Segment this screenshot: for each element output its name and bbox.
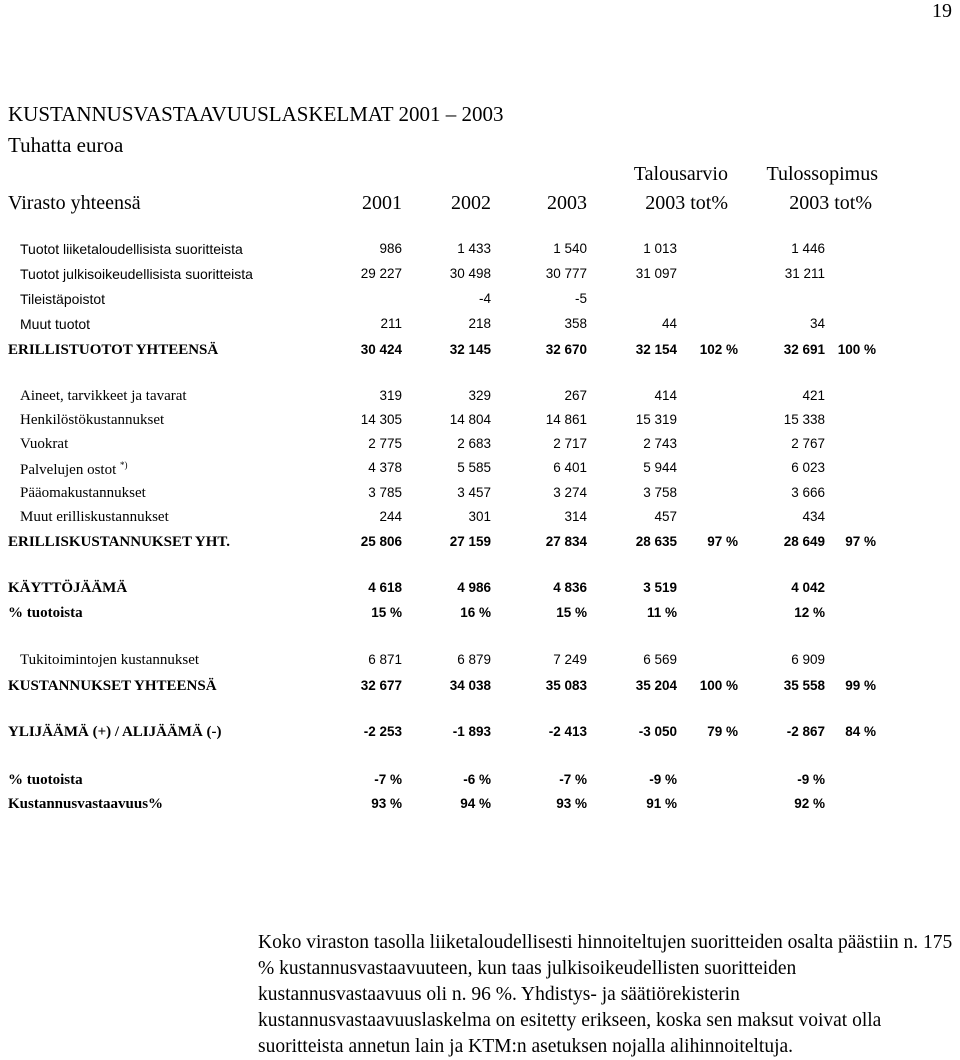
cell-2003: 15 %	[556, 605, 587, 620]
cell-2001: 32 677	[360, 678, 402, 693]
row-label: Tileistäpoistot	[20, 291, 106, 307]
cell-contract: 35 558	[783, 678, 825, 693]
row-label: Pääomakustannukset	[20, 485, 146, 501]
cell-contract: 12 %	[794, 605, 825, 620]
header-contract-top: Tulossopimus	[766, 163, 878, 185]
cell-2003: 2 717	[553, 436, 587, 451]
row-label: % tuotoista	[8, 605, 83, 621]
cell-budget: 15 319	[635, 412, 677, 427]
cell-2001: -2 253	[363, 724, 402, 739]
cell-contract: -2 867	[786, 724, 825, 739]
cell-2003: 6 401	[553, 460, 587, 475]
row-label: % tuotoista	[8, 772, 83, 788]
cell-contract-pct: 99 %	[845, 678, 876, 693]
cell-contract: 15 338	[783, 412, 825, 427]
cell-budget: 3 758	[643, 485, 677, 500]
cell-2002: -6 %	[463, 772, 491, 787]
cell-budget: -3 050	[638, 724, 677, 739]
cell-budget: 44	[661, 316, 677, 331]
table-row	[0, 241, 960, 263]
cell-2003: 314	[564, 509, 587, 524]
row-label: Muut erilliskustannukset	[20, 509, 169, 525]
cell-contract: 34	[809, 316, 825, 331]
cell-2001: 14 305	[360, 412, 402, 427]
row-label: Muut tuotot	[20, 316, 91, 332]
cell-2001: -7 %	[374, 772, 402, 787]
cell-2003: 7 249	[553, 652, 587, 667]
cell-contract-pct: 100 %	[837, 342, 876, 357]
cell-budget: 31 097	[635, 266, 677, 281]
cell-2003: 30 777	[545, 266, 587, 281]
cell-2001: 6 871	[368, 652, 402, 667]
table-row-total	[0, 605, 960, 627]
table-row-total	[0, 796, 960, 818]
cell-2003: 35 083	[545, 678, 587, 693]
cell-contract: 28 649	[783, 534, 825, 549]
cell-2001: 3 785	[368, 485, 402, 500]
row-label: KÄYTTÖJÄÄMÄ	[8, 580, 128, 596]
cell-2001: 4 378	[368, 460, 402, 475]
cell-2002: 1 433	[457, 241, 491, 256]
cell-2003: 3 274	[553, 485, 587, 500]
cell-2003: 4 836	[553, 580, 587, 595]
cell-2003: 93 %	[556, 796, 587, 811]
table-row	[0, 266, 960, 288]
row-label: YLIJÄÄMÄ (+) / ALIJÄÄMÄ (-)	[8, 724, 222, 740]
row-label: Vuokrat	[20, 436, 69, 452]
cell-budget: 3 519	[643, 580, 677, 595]
cell-budget-pct: 102 %	[699, 342, 738, 357]
cell-2002: -1 893	[452, 724, 491, 739]
cell-2001: 30 424	[360, 342, 402, 357]
row-label: Henkilöstökustannukset	[20, 412, 165, 428]
page-number: 19	[932, 0, 952, 22]
cell-contract: 4 042	[791, 580, 825, 595]
cell-budget: 2 743	[643, 436, 677, 451]
cell-2002: 16 %	[460, 605, 491, 620]
page-title: KUSTANNUSVASTAAVUUSLASKELMAT 2001 – 2003	[8, 102, 504, 126]
cell-contract: 32 691	[783, 342, 825, 357]
cell-2003: 267	[564, 388, 587, 403]
cell-2002: 301	[468, 509, 491, 524]
table-row	[0, 412, 960, 434]
row-label: Kustannusvastaavuus%	[8, 796, 164, 812]
cell-2002: 32 145	[449, 342, 491, 357]
header-2003: 2003	[547, 192, 587, 214]
cell-contract: 92 %	[794, 796, 825, 811]
cell-2001: 244	[379, 509, 402, 524]
cell-2002: 2 683	[457, 436, 491, 451]
cell-budget: -9 %	[649, 772, 677, 787]
cell-2003: 1 540	[553, 241, 587, 256]
page-subtitle: Tuhatta euroa	[8, 133, 124, 157]
cell-2002: 27 159	[449, 534, 491, 549]
table-row-total	[0, 534, 960, 556]
cell-2003: 358	[564, 316, 587, 331]
cell-budget-pct: 79 %	[707, 724, 738, 739]
cell-2003: -2 413	[548, 724, 587, 739]
cell-2003: -5	[574, 291, 587, 306]
cell-2002: 5 585	[457, 460, 491, 475]
table-row	[0, 291, 960, 313]
cell-contract: -9 %	[797, 772, 825, 787]
table-row	[0, 485, 960, 507]
row-label: ERILLISTUOTOT YHTEENSÄ	[8, 342, 219, 358]
cell-2001: 319	[379, 388, 402, 403]
footnote-marker: *)	[120, 460, 128, 470]
cell-2002: 14 804	[449, 412, 491, 427]
cell-contract: 3 666	[791, 485, 825, 500]
cell-budget: 91 %	[646, 796, 677, 811]
explanatory-note: Koko viraston tasolla liiketaloudellisesti hinnoiteltujen suoritteiden osalta päästiin n. 175 % kustannusvastaavuuteen, kun taas julkisoikeudellisten suoritteiden kustannusvastaavuus oli n. 96 %. Yhdistys- ja säätiörekisterin kustannusvastaavuuslaskelma on esitetty erikseen, koska sen maksut voivat olla suoritteista annetun lain ja KTM:n asetuksen nojalla alihinnoiteltuja.	[258, 932, 953, 1057]
cell-budget: 1 013	[643, 241, 677, 256]
cell-budget: 28 635	[635, 534, 677, 549]
cell-2002: 30 498	[449, 266, 491, 281]
table-row-total	[0, 724, 960, 746]
cell-contract-pct: 97 %	[845, 534, 876, 549]
header-2002: 2002	[451, 192, 491, 214]
cell-2001: 2 775	[368, 436, 402, 451]
cell-2002: 94 %	[460, 796, 491, 811]
table-row	[0, 436, 960, 458]
table-row	[0, 509, 960, 531]
row-label: Tuotot julkisoikeudellisista suoritteista	[20, 266, 253, 282]
cell-2002: 218	[468, 316, 491, 331]
table-row-total	[0, 342, 960, 364]
cell-2001: 93 %	[371, 796, 402, 811]
cell-contract: 434	[802, 509, 825, 524]
header-2001: 2001	[362, 192, 402, 214]
table-row	[0, 316, 960, 338]
cell-2002: 4 986	[457, 580, 491, 595]
cell-contract: 31 211	[784, 266, 825, 281]
cell-2002: -4	[478, 291, 491, 306]
cell-contract: 421	[802, 388, 825, 403]
cell-2001: 986	[379, 241, 402, 256]
cell-2001: 29 227	[360, 266, 402, 281]
cell-2002: 3 457	[457, 485, 491, 500]
table-row	[0, 652, 960, 674]
cell-budget-pct: 100 %	[699, 678, 738, 693]
table-row	[0, 460, 960, 482]
table-row	[0, 388, 960, 410]
cell-contract: 1 446	[791, 241, 825, 256]
cell-contract: 6 023	[791, 460, 825, 475]
table-row-total	[0, 772, 960, 794]
cell-2001: 15 %	[371, 605, 402, 620]
row-label-text: Palvelujen ostot	[20, 462, 117, 478]
header-budget-top: Talousarvio	[633, 163, 728, 185]
cell-2002: 34 038	[449, 678, 491, 693]
cell-2003: 27 834	[545, 534, 587, 549]
cell-budget: 457	[654, 509, 677, 524]
cell-budget: 5 944	[643, 460, 677, 475]
header-row-label: Virasto yhteensä	[8, 192, 141, 214]
cell-contract: 2 767	[791, 436, 825, 451]
table-row-total	[0, 580, 960, 602]
cell-budget: 6 569	[643, 652, 677, 667]
cell-2001: 211	[380, 316, 402, 331]
header-contract: 2003 tot%	[789, 192, 872, 214]
cell-2001: 25 806	[360, 534, 402, 549]
cell-2001: 4 618	[368, 580, 402, 595]
row-label: ERILLISKUSTANNUKSET YHT.	[8, 534, 231, 550]
cell-2003: 32 670	[545, 342, 587, 357]
header-budget: 2003 tot%	[645, 192, 728, 214]
cell-contract-pct: 84 %	[845, 724, 876, 739]
row-label: Aineet, tarvikkeet ja tavarat	[20, 388, 187, 404]
cell-budget: 11 %	[646, 605, 677, 620]
cell-contract: 6 909	[791, 652, 825, 667]
cell-budget-pct: 97 %	[707, 534, 738, 549]
cell-2003: 14 861	[545, 412, 587, 427]
table-row-total	[0, 678, 960, 700]
cell-budget: 414	[654, 388, 677, 403]
row-label: KUSTANNUKSET YHTEENSÄ	[8, 678, 217, 694]
cell-budget: 35 204	[635, 678, 677, 693]
cell-2003: -7 %	[559, 772, 587, 787]
cell-budget: 32 154	[635, 342, 677, 357]
row-label: Tuotot liiketaloudellisista suoritteista	[20, 241, 243, 257]
cell-2002: 6 879	[457, 652, 491, 667]
row-label: Tukitoimintojen kustannukset	[20, 652, 200, 668]
row-label	[20, 460, 128, 479]
cell-2002: 329	[468, 388, 491, 403]
